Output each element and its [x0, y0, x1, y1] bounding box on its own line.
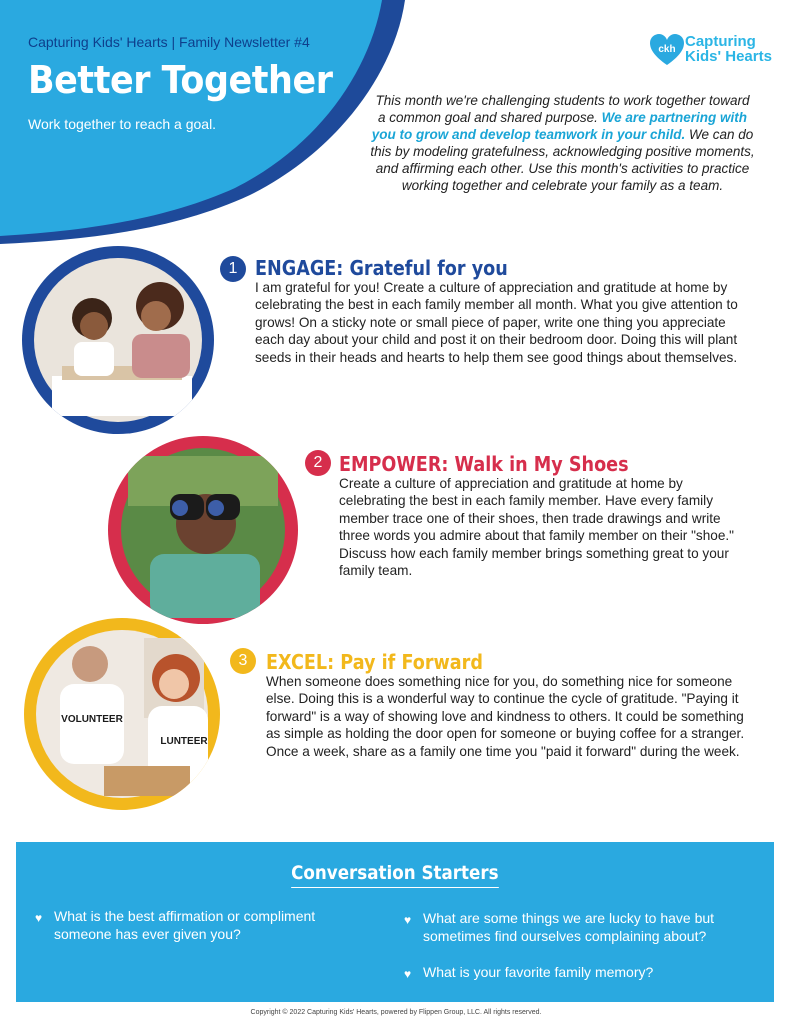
excel-photo [24, 618, 220, 810]
heart-logo-icon [650, 34, 684, 68]
heart-bullet-icon: ♥ [404, 913, 412, 927]
intro-paragraph [370, 92, 755, 194]
conversation-title: Conversation Starters [291, 862, 498, 888]
page-tagline: Work together to reach a goal. [28, 116, 217, 132]
empower-title: EMPOWER: Walk in My Shoes [339, 452, 629, 476]
intro-highlight: We are partnering with you to grow and develop teamwork in your child. [371, 110, 747, 142]
conversation-starters-panel [16, 842, 774, 1002]
engage-title: ENGAGE: Grateful for you [255, 256, 508, 280]
excel-photo-ring [24, 618, 220, 810]
logo-line-2: Kids' Hearts [685, 48, 772, 65]
empower-photo-ring [108, 436, 298, 624]
page-title: Better Together [28, 58, 333, 102]
logo-line-1: Capturing [685, 33, 756, 50]
intro-part-2: We can do this by modeling gratefulness, acknowledging positive moments, and affirming each other. Use this month's activities to practice working together and celebrate your family as a team. [370, 127, 755, 193]
shirt-text-1: VOLUNTEER [61, 714, 123, 725]
empower-photo [108, 436, 298, 624]
excel-body: When someone does something nice for you, do something nice for someone else. Doing this is a wonderful way to continue the cycle of gratitude. "Paying it forward" is a way of showing love and kindness to others. It could be something as simple as holding the door open for someone or buying coffee for a stranger. Once a week, share as a family one time you "paid it forward" during the week. [266, 674, 745, 759]
question-2 [404, 909, 753, 945]
step-3-badge: 3 [230, 648, 256, 674]
newsletter-eyebrow: Capturing Kids' Hearts | Family Newsletter #4 [28, 34, 310, 50]
step-1-badge: 1 [220, 256, 246, 282]
footer-copyright: Copyright © 2022 Capturing Kids' Hearts, powered by Flippen Group, LLC. All rights reserved. [250, 1009, 542, 1016]
engage-body: I am grateful for you! Create a culture of appreciation and gratitude at home by celebrating the best in each family member all month. What you give attention to grows! On a sticky note or small piece of paper, write one thing you appreciate each day about your child and post it on their bedroom door. Doing this will plant seeds in their heads and hearts to help them see good things about themselves. [255, 280, 738, 365]
heart-bullet-icon: ♥ [404, 967, 412, 981]
question-1-text: What is the best affirmation or compliment someone has ever given you? [54, 908, 316, 942]
question-3 [404, 963, 753, 981]
logo-mark-text: ckh [658, 44, 676, 55]
engage-photo [22, 246, 214, 434]
question-3-text: What is your favorite family memory? [423, 964, 654, 980]
step-2-badge: 2 [305, 450, 331, 476]
empower-body: Create a culture of appreciation and gratitude at home by celebrating the best in each family member. Have every family member trace one of their shoes, then trade drawings and write three words you admire about that family member on their "shoe." Discuss how each family member brings something great to your family team. [339, 476, 734, 579]
intro-part-1: This month we're challenging students to work together toward a common goal and shared purpose. [375, 93, 750, 125]
shirt-text-2: LUNTEER [160, 736, 208, 747]
question-1 [35, 907, 374, 943]
excel-title: EXCEL: Pay if Forward [266, 650, 483, 674]
brand-logo [650, 32, 775, 72]
engage-photo-ring [22, 246, 214, 434]
question-2-text: What are some things we are lucky to have but sometimes find ourselves complaining about? [423, 910, 715, 944]
heart-bullet-icon: ♥ [35, 911, 43, 925]
